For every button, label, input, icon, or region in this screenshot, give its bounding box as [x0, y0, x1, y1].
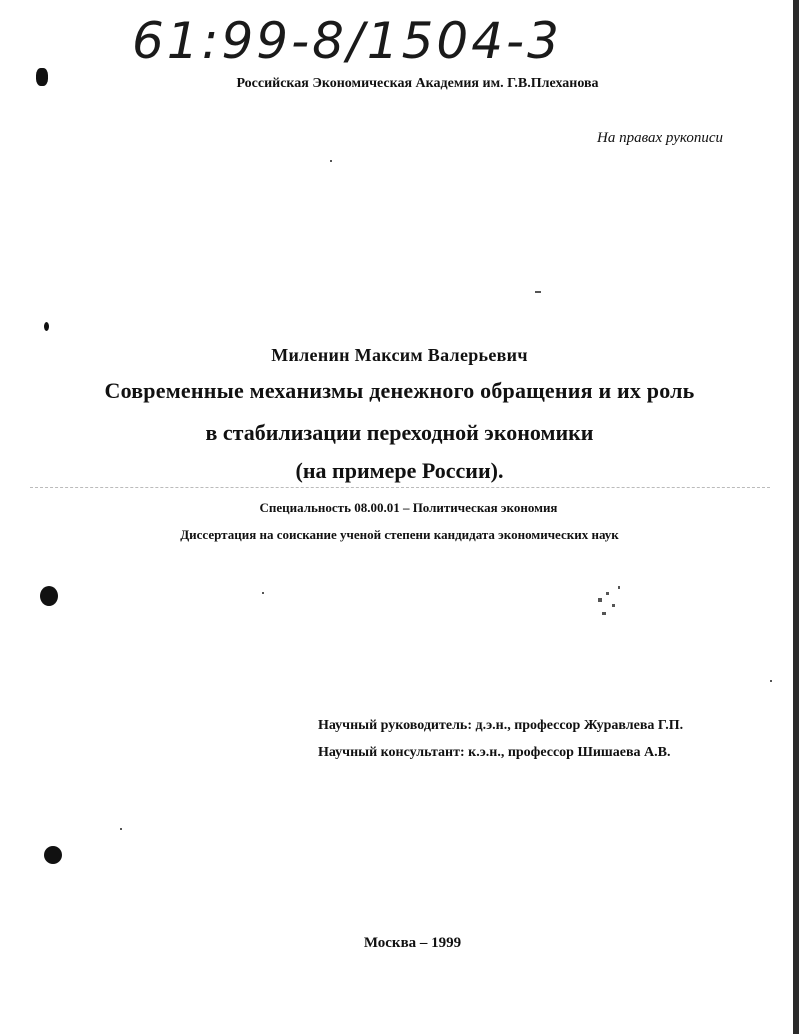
- scan-speck: [598, 598, 602, 602]
- scan-speck: [606, 592, 609, 595]
- author-name: Миленин Максим Валерьевич: [271, 345, 528, 365]
- rights-note: На правах рукописи: [597, 130, 723, 146]
- city-year: Москва – 1999: [363, 935, 462, 951]
- scan-speck: [44, 322, 49, 331]
- scan-speck: [120, 828, 122, 830]
- scan-speck: [330, 160, 332, 162]
- title-line-2: в стабилизации переходной экономики: [205, 420, 594, 445]
- scan-speck: [535, 291, 541, 293]
- dissertation-type: Диссертация на соискание ученой степени кандидата экономических наук: [180, 527, 619, 542]
- binder-hole: [36, 68, 48, 86]
- binder-hole: [44, 846, 62, 864]
- scan-speck: [770, 680, 772, 682]
- scan-speck: [262, 592, 264, 594]
- scan-speck: [602, 612, 606, 615]
- handwritten-code: [128, 4, 578, 74]
- specialty: Специальность 08.00.01 – Политическая экономия: [259, 500, 558, 515]
- title-line-1: Современные механизмы денежного обращения и их роль: [104, 378, 695, 403]
- scan-edge: [793, 0, 799, 1034]
- handwritten-code-text: 61:99-8/1504-3: [132, 12, 562, 70]
- scan-artifact-line: [30, 487, 770, 488]
- academy-name: Российская Экономическая Академия им. Г.В.Плеханова: [236, 76, 599, 91]
- consultant: Научный консультант: к.э.н., профессор Шишаева А.В.: [318, 745, 671, 760]
- scan-speck: [612, 604, 615, 607]
- supervisor: Научный руководитель: д.э.н., профессор Журавлева Г.П.: [318, 718, 684, 733]
- scan-speck: [618, 586, 620, 589]
- title-line-3: (на примере России).: [295, 458, 504, 483]
- binder-hole: [40, 586, 58, 606]
